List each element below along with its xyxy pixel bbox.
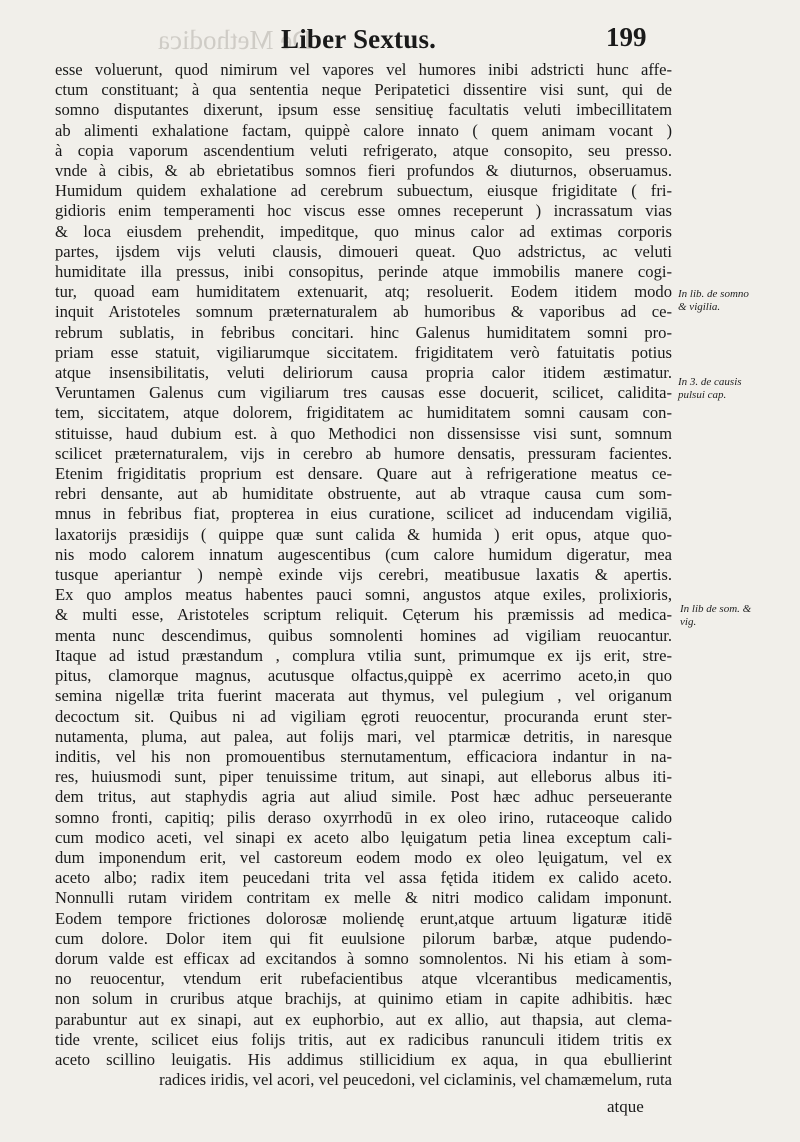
text-line: Nonnulli rutam viridem contritam ex melle & nitri modico calidam imponunt.	[55, 888, 672, 908]
text-line: Ex quo amplos meatus habentes pauci somni, angustos atque exiles, prolixioris,	[55, 585, 672, 605]
text-line: rebri densante, aut ab humiditate obstruente, aut ab vtraque causa cum som-	[55, 484, 672, 504]
margin-note-3: In lib de som. & vig.	[680, 603, 752, 628]
text-line: non solum in cruribus atque brachijs, at quinimo etiam in capite adhibitis. hæc	[55, 989, 672, 1009]
bleed-through-text: De Methodica	[158, 25, 312, 55]
text-line: atque insensibilitatis, veluti deliriorum causa propria calor itidem æstimatur.	[55, 363, 672, 383]
text-line: stituisse, haud dubium est. à quo Methodici non dissensisse visi sunt, somnum	[55, 423, 672, 443]
text-line: à copia vaporum ascendentium veluti refrigerato, atque consopito, seu presso.	[55, 140, 672, 160]
text-line: menta nunc descendimus, quibus somnolenti homines ad vigiliam reuocantur.	[55, 625, 672, 645]
text-line: & loca eiusdem prehendit, impeditque, quo minus calor ad extimas corporis	[55, 221, 672, 241]
text-line: esse voluerunt, quod nimirum vel vapores vel humores inibi adstricti hunc affe-	[55, 60, 672, 79]
text-line: Itaque ad istud præstandum , complura vtilia sunt, primumque ex ijs erit, stre-	[55, 645, 672, 665]
text-line: cum modico aceti, vel sinapi ex aceto albo lęuigatum petia linea exceptum cali-	[55, 827, 672, 847]
text-line: somno disputantes dixerunt, ipsum esse sensitiuę facultatis veluti imbecillitatem	[55, 100, 672, 120]
text-line: nutamenta, pluma, aut palea, aut folijs mari, vel ptarmicæ detritis, in naresque	[55, 726, 672, 746]
text-line: dorum valde est efficax ad excitandos à somno somnolentos. Ni his etiam à som-	[55, 948, 672, 968]
running-title: Liber Sextus.	[281, 24, 437, 54]
text-line: rebrum sublatis, in febribus concitari. hinc Galenus humiditatem somni pro-	[55, 322, 672, 342]
text-line: aceto scillino leuigatis. His addimus stillicidium ex aqua, in qua ebullierint	[55, 1049, 672, 1069]
text-line: somno fronti, capitiq; pilis deraso oxyrrhodū in ex oleo irino, rutaceoque calido	[55, 807, 672, 827]
text-line: Etenim frigiditatis proprium est densare. Quare aut à refrigeratione meatus ce-	[55, 464, 672, 484]
text-line: semina nigellæ trita fuerint macerata aut thymus, vel pulegium , vel origanum	[55, 686, 672, 706]
text-line: & multi esse, Aristoteles scriptum reliquit. Cęterum his præmissis ad medica-	[55, 605, 672, 625]
text-line: humiditate illa pressus, inibi consopitus, perinde atque immobilis manere cogi-	[55, 262, 672, 282]
text-line: cum dolore. Dolor item qui fit euulsione pilorum barbæ, atque pudendo-	[55, 928, 672, 948]
text-line: dem tritus, aut staphydis agria aut aliud simile. Post hæc adhuc perseuerante	[55, 787, 672, 807]
text-line: no reuocentur, vtendum erit rubefacientibus atque vlcerantibus medicamentis,	[55, 969, 672, 989]
text-line: Veruntamen Galenus cum vigiliarum tres causas esse docuerit, scilicet, calidita-	[55, 383, 672, 403]
text-line: scilicet præternaturalem, vijs in cerebro ab humore densatis, pressuram facientes.	[55, 443, 672, 463]
text-line: ctum constituant; à qua sententia neque Peripatetici dissentire visi sunt, qui de	[55, 80, 672, 100]
text-line: gidioris enim temperamenti hoc viscus esse omnes receperunt ) incrassatum vias	[55, 201, 672, 221]
catchword: atque	[607, 1097, 644, 1116]
margin-note-1: In lib. de somno & vigilia.	[678, 288, 749, 313]
text-line: vnde à cibis, & ab ebrietatibus somnos fieri profundos & diuturnos, obseruamus.	[55, 161, 672, 181]
text-line: Humidum quidem exhalatione ad cerebrum subuectum, eiusque frigiditate ( fri-	[55, 181, 672, 201]
text-line: inditis, vel his non promouentibus sternutamentum, efficaciora indantur in na-	[55, 746, 672, 766]
text-line: nis modo calorem innatum augescentibus (cum calore humidum digeratur, mea	[55, 544, 672, 564]
text-line: dum imponendum erit, vel castoreum eodem modo ex oleo lęuigatum, vel ex	[55, 847, 672, 867]
text-line: tide vrente, scilicet eius folijs tritis, aut ex radicibus ranunculi itidem tritis ex	[55, 1029, 672, 1049]
text-line: inquit Aristoteles somnum præternaturalem ab humoribus & vaporibus ad ce-	[55, 302, 672, 322]
text-line: laxatorijs præsidijs ( quippe quæ sunt calida & humida ) erit opus, atque quo-	[55, 524, 672, 544]
text-line: partes, ijsdem vijs veluti clausis, dimoueri queat. Quo adstrictus, ac veluti	[55, 241, 672, 261]
text-line: pitus, clamorque magnus, acutusque olfactus,quippè ex acerrimo aceto,in quo	[55, 666, 672, 686]
text-line: mnus in febribus fiat, propterea in eius curatione, scilicet ad inducendam vigiliā,	[55, 504, 672, 524]
text-line: priam esse statuit, vigiliarumque siccitatem. frigiditatem verò fatuitatis potius	[55, 342, 672, 362]
text-line: tur, quoad eam humiditatem extenuarit, atq; resoluerit. Eodem itidem modo	[55, 282, 672, 302]
text-line: res, huiusmodi sunt, piper tenuissime tritum, aut sinapi, aut elleborus albus iti-	[55, 767, 672, 787]
text-line: Eodem tempore frictiones dolorosæ moliendę erunt,atque artuum ligaturæ itidē	[55, 908, 672, 928]
text-line: parabuntur aut ex sinapi, aut ex euphorbio, aut ex allio, aut thapsia, aut clema-	[55, 1009, 672, 1029]
page-number: 199	[606, 22, 647, 52]
text-line: aceto albo; radix item peucedani trita vel assa fętida itidem ex calido aceto.	[55, 868, 672, 888]
text-line: radices iridis, vel acori, vel peucedoni, vel ciclaminis, vel chamæmelum, ruta	[159, 1070, 672, 1090]
text-line: tem, siccitatem, atque dolorem, frigiditatem ac humiditatem somni causam con-	[55, 403, 672, 423]
text-line: tusque aperiantur ) nempè exinde vijs cerebri, meatibusue laxatis & apertis.	[55, 565, 672, 585]
text-line: decoctum sit. Quibus ni ad vigiliam ęgroti reuocentur, procuranda erunt ster-	[55, 706, 672, 726]
page-header	[0, 22, 800, 58]
text-line: ab alimenti exhalatione factam, quippè calore innato ( quem animam vocant )	[55, 120, 672, 140]
margin-note-2: In 3. de causis pulsui cap.	[678, 376, 742, 401]
main-text-block	[55, 60, 672, 1090]
